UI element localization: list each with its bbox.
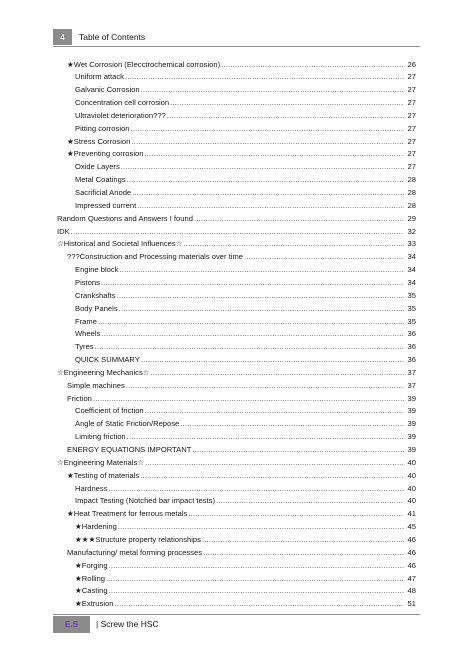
toc-entry[interactable] <box>75 521 416 533</box>
toc-entry-page: 27 <box>407 98 416 108</box>
toc-entry[interactable] <box>75 97 416 109</box>
toc-entry-page: 28 <box>407 175 416 185</box>
toc-entry-label: Hardness <box>75 483 108 493</box>
toc-leader-dots <box>137 200 404 212</box>
toc-entry-page: 36 <box>407 329 416 339</box>
toc-entry-label: Wheels <box>75 329 101 339</box>
toc-leader-dots <box>132 187 404 199</box>
toc-entry[interactable] <box>67 393 416 405</box>
toc-entry-label: ★Wet Corrosion (Elecctrochemical corrosion) <box>67 59 221 69</box>
toc-entry-label: Sacrificial Anode <box>75 188 132 197</box>
toc-entry-label: QUICK SUMMARY <box>75 355 140 365</box>
toc-entry-page: 29 <box>407 213 416 223</box>
toc-leader-dots <box>109 560 404 572</box>
toc-entry-label: ★Forging <box>75 560 108 570</box>
toc-leader-dots <box>119 303 404 315</box>
toc-entry[interactable] <box>75 303 416 315</box>
toc-entry-page: 35 <box>407 303 416 313</box>
toc-leader-dots <box>101 277 404 289</box>
toc-entry-label: ★Extrusion <box>75 599 114 609</box>
toc-entry-page: 35 <box>407 316 416 326</box>
toc-entry[interactable] <box>67 251 416 263</box>
toc-entry-label: ★★★Structure property relationships <box>75 534 201 544</box>
toc-entry-label: Uniform attack <box>75 72 124 82</box>
toc-entry-label: ENERGY EQUATIONS IMPORTANT <box>67 445 192 454</box>
toc-entry-page: 37 <box>407 380 416 390</box>
footer-text: | Screw the HSC <box>96 619 159 629</box>
footer-badge: E.S <box>53 616 90 633</box>
toc-entry-label: Oxide Layers <box>75 162 120 172</box>
toc-leader-dots <box>244 251 404 263</box>
toc-leader-dots <box>170 97 404 109</box>
toc-entry-page: 39 <box>407 393 416 403</box>
toc-leader-dots <box>119 264 404 276</box>
toc-leader-dots <box>221 59 404 71</box>
toc-leader-dots <box>202 534 404 546</box>
toc-entry-label: ???Construction and Processing materials over time <box>67 252 244 262</box>
toc-entry-label: Limiting friction <box>75 432 126 442</box>
toc-entry[interactable] <box>75 187 416 199</box>
toc-leader-dots <box>106 573 404 585</box>
toc-entry-label: Concentration cell corrosion <box>75 98 170 108</box>
toc-entry-page: 46 <box>407 534 416 544</box>
page-footer <box>53 614 420 634</box>
toc-entry-label: Galvanic Corrosion <box>75 85 140 95</box>
toc-entry-page: 45 <box>407 522 416 532</box>
toc-entry[interactable] <box>75 174 416 186</box>
toc-entry-label: Simple machines <box>67 380 125 390</box>
toc-entry-page: 48 <box>407 586 416 596</box>
toc-entry[interactable] <box>67 136 416 148</box>
toc-entry[interactable] <box>75 418 416 430</box>
toc-entry[interactable] <box>75 71 416 83</box>
toc-entry-page: 39 <box>407 432 416 442</box>
toc-entry[interactable] <box>75 598 416 610</box>
toc-entry-page: 40 <box>407 470 416 480</box>
toc-leader-dots <box>71 226 404 238</box>
toc-leader-dots <box>118 521 404 533</box>
page-number: 4 <box>53 29 72 45</box>
toc-entry-page: 27 <box>407 72 416 82</box>
toc-entry[interactable] <box>75 341 416 353</box>
toc-entry-label: Impact Testing (Notched bar impact tests) <box>75 496 215 506</box>
toc-entry[interactable] <box>75 110 416 122</box>
toc-entry-page: 27 <box>407 110 416 120</box>
toc-entry[interactable] <box>67 148 416 160</box>
toc-leader-dots <box>203 547 404 559</box>
toc-leader-dots <box>127 174 404 186</box>
toc-entry-page: 47 <box>407 573 416 583</box>
toc-entry-page: 27 <box>407 149 416 159</box>
toc-entry-label: Metal Coatings <box>75 175 126 185</box>
toc-entry-page: 36 <box>407 355 416 365</box>
toc-leader-dots <box>127 431 404 443</box>
toc-entry[interactable] <box>75 534 416 546</box>
toc-entry-label: ★Heat Treatment for ferrous metals <box>67 509 188 519</box>
toc-leader-dots <box>216 495 404 507</box>
toc-entry-label: Ultraviolet deterioration??? <box>75 110 166 120</box>
toc-entry-page: 32 <box>407 226 416 236</box>
toc-leader-dots <box>101 328 404 340</box>
toc-leader-dots <box>131 136 404 148</box>
toc-entry-page: 36 <box>407 342 416 352</box>
toc-entry[interactable] <box>75 161 416 173</box>
toc-leader-dots <box>109 585 404 597</box>
toc-entry-page: 39 <box>407 419 416 429</box>
toc-entry-page: 35 <box>407 290 416 300</box>
toc-leader-dots <box>194 213 404 225</box>
toc-entry-label: ★Rolling <box>75 573 106 583</box>
toc-entry[interactable] <box>75 277 416 289</box>
toc-entry[interactable] <box>75 495 416 507</box>
toc-entry[interactable] <box>75 264 416 276</box>
toc-leader-dots <box>109 483 405 495</box>
toc-entry[interactable] <box>57 457 416 469</box>
toc-leader-dots <box>98 316 404 328</box>
toc-entry[interactable] <box>67 444 416 456</box>
toc-entry-label: ★Testing of materials <box>67 470 140 480</box>
toc-entry[interactable] <box>75 585 416 597</box>
toc-leader-dots <box>144 148 404 160</box>
toc-entry[interactable] <box>57 226 416 238</box>
toc-entry[interactable] <box>75 328 416 340</box>
toc-entry[interactable] <box>67 508 416 520</box>
toc-entry[interactable] <box>67 547 416 559</box>
toc-entry[interactable] <box>75 123 416 135</box>
header-title: Table of Contents <box>79 32 146 42</box>
toc-entry-page: 27 <box>407 85 416 95</box>
toc-entry[interactable] <box>75 84 416 96</box>
toc-entry-page: 34 <box>407 252 416 262</box>
toc-leader-dots <box>130 123 404 135</box>
toc-leader-dots <box>141 354 404 366</box>
toc-entry-label: ★Stress Corrosion <box>67 136 131 146</box>
toc-entry[interactable] <box>57 238 416 250</box>
toc-entry-label: Pitting corrosion <box>75 123 130 133</box>
toc-entry-label: Body Panels <box>75 303 118 313</box>
toc-entry-label: Engine block <box>75 265 119 275</box>
toc-entry-label: Friction <box>67 393 92 403</box>
toc-entry[interactable] <box>75 431 416 443</box>
toc-leader-dots <box>140 470 404 482</box>
toc-leader-dots <box>117 290 404 302</box>
footer-divider <box>53 614 420 615</box>
toc-entry-page: 39 <box>407 406 416 416</box>
toc-entry-label: ★Hardening <box>75 522 117 532</box>
toc-entry-page: 27 <box>407 136 416 146</box>
toc-entry-label: Frame <box>75 316 97 326</box>
toc-entry-page: 34 <box>407 277 416 287</box>
toc-entry-page: 46 <box>407 547 416 557</box>
toc-entry-page: 34 <box>407 265 416 275</box>
toc-entry-label: IDK <box>57 226 70 236</box>
toc-entry-page: 41 <box>407 509 416 519</box>
toc-entry-label: Impressed current <box>75 200 137 210</box>
toc-leader-dots <box>151 367 404 379</box>
toc-leader-dots <box>126 380 404 392</box>
toc-entry[interactable] <box>75 405 416 417</box>
toc-entry-page: 33 <box>407 239 416 249</box>
toc-entry[interactable] <box>57 367 416 379</box>
toc-entry-label: ☆Historical and Societal Influences☆ <box>57 239 183 249</box>
toc-leader-dots <box>145 405 404 417</box>
toc-entry-page: 51 <box>407 599 416 609</box>
toc-entry-page: 40 <box>407 496 416 506</box>
toc-leader-dots <box>93 393 404 405</box>
toc-entry-label: Angle of Static Friction/Repose <box>75 419 180 429</box>
toc-entry-label: ☆Engineering Mechanics☆ <box>57 367 150 377</box>
toc-leader-dots <box>183 238 404 250</box>
toc-entry-label: ☆Engineering Materials☆ <box>57 457 145 467</box>
toc-leader-dots <box>121 161 404 173</box>
toc-leader-dots <box>125 71 404 83</box>
toc-entry[interactable] <box>75 573 416 585</box>
toc-entry-page: 27 <box>407 162 416 172</box>
toc-entry-page: 40 <box>407 457 416 467</box>
toc-entry[interactable] <box>75 200 416 212</box>
toc-entry[interactable] <box>75 316 416 328</box>
toc-entry[interactable] <box>67 470 416 482</box>
toc-entry[interactable] <box>67 380 416 392</box>
toc-entry-page: 26 <box>407 59 416 69</box>
toc-entry-page: 28 <box>407 188 416 197</box>
toc-entry-label: ★Preventing corrosion <box>67 149 144 159</box>
toc-leader-dots <box>180 418 404 430</box>
toc-entry-label: Random Questions and Answers I found <box>57 213 193 223</box>
toc-leader-dots <box>188 508 404 520</box>
toc-entry-label: Crankshafts <box>75 290 116 300</box>
toc-entry[interactable] <box>67 59 416 71</box>
toc-entry-label: Tyres <box>75 342 94 352</box>
toc-leader-dots <box>145 457 404 469</box>
toc-entry-page: 27 <box>407 123 416 133</box>
toc-leader-dots <box>95 341 404 353</box>
toc-entry-page: 37 <box>407 367 416 377</box>
toc-entry-label: ★Casting <box>75 586 108 596</box>
toc-entry[interactable] <box>75 354 416 366</box>
toc-leader-dots <box>114 598 404 610</box>
toc-entry[interactable] <box>75 290 416 302</box>
toc-entry[interactable] <box>57 213 416 225</box>
toc-entry-page: 28 <box>407 200 416 210</box>
toc-leader-dots <box>141 84 404 96</box>
toc-entry[interactable] <box>75 560 416 572</box>
toc-entry-label: Coefficient of friction <box>75 406 144 416</box>
toc-leader-dots <box>167 110 404 122</box>
toc-entry-page: 39 <box>407 445 416 454</box>
toc-leader-dots <box>192 444 404 456</box>
toc-entry-page: 46 <box>407 560 416 570</box>
toc-entry[interactable] <box>75 483 416 495</box>
toc-entry-page: 40 <box>407 483 416 493</box>
toc-entry-label: Manufacturing/ metal forming processes <box>67 547 203 557</box>
toc-entry-label: Pistons <box>75 277 100 287</box>
